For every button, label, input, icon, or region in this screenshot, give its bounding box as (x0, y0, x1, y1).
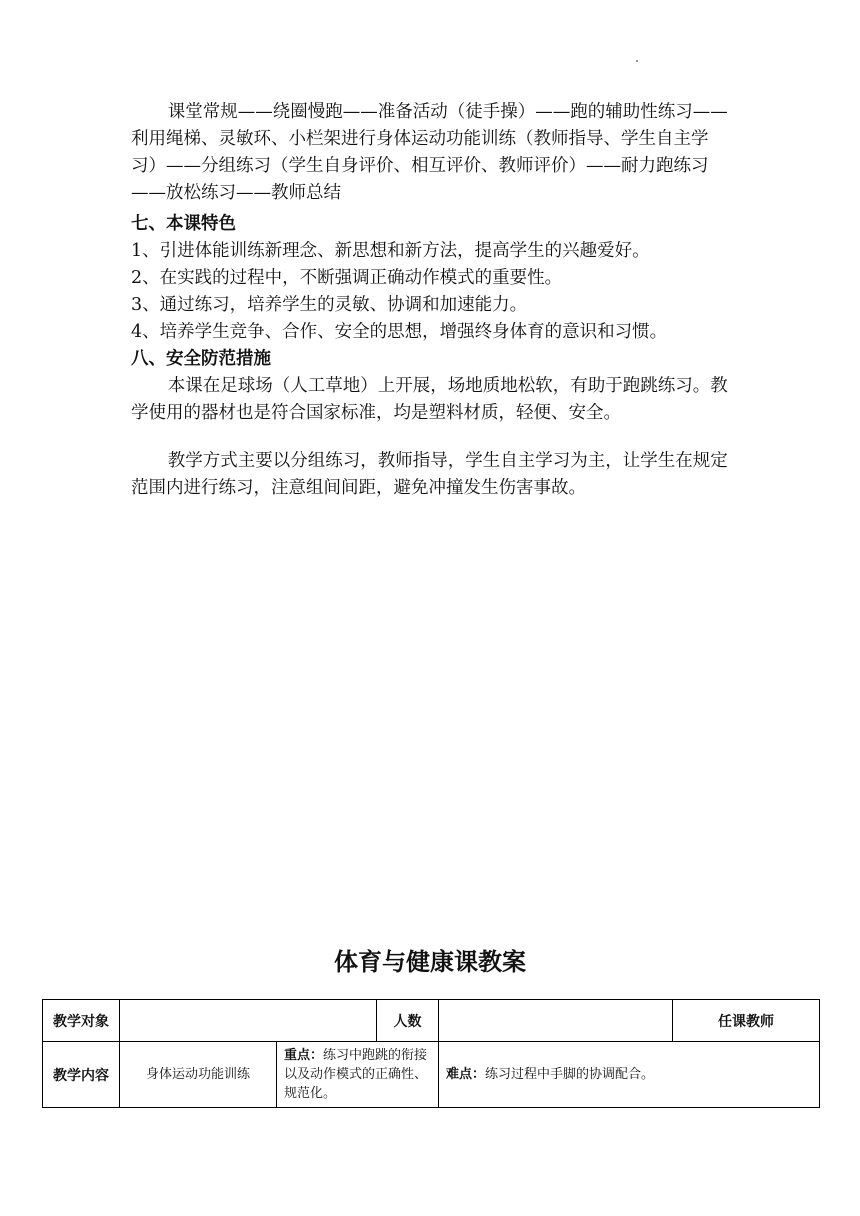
section-8-heading: 八、安全防范措施 (131, 349, 271, 369)
student-count-field (439, 1000, 673, 1042)
difficulty-label: 难点： (446, 1067, 486, 1082)
teaching-content-value: 身体运动功能训练 (120, 1042, 277, 1108)
student-count-label: 人数 (377, 1000, 439, 1042)
page-mark (636, 60, 638, 62)
difficulty-value: 练习过程中手脚的协调配合。 (485, 1067, 655, 1082)
safety-paragraph-2: 教学方式主要以分组练习，教师指导，学生自主学习为主，让学生在规定范围内进行练习，注意组间间距，避免冲撞发生伤害事故。 (131, 451, 728, 498)
lesson-plan-title: 体育与健康课教案 (334, 948, 526, 976)
section-7-item: 2、在实践的过程中，不断强调正确动作模式的重要性。 (131, 268, 563, 288)
flow-paragraph: 课堂常规——绕圈慢跑——准备活动（徒手操）——跑的辅助性练习——利用绳梯、灵敏环、小栏架进行身体运动功能训练（教师指导、学生自主学习）——分组练习（学生自身评价、相互评价、教师评价）——耐力跑练习——放松练习——教师总结 (131, 102, 728, 203)
lesson-plan-table (42, 999, 820, 1108)
key-point-value: 练习中跑跳的衔接以及动作模式的正确性、规范化。 (284, 1048, 428, 1101)
section-7-item: 3、通过练习，培养学生的灵敏、协调和加速能力。 (131, 295, 528, 315)
teaching-content-label: 教学内容 (43, 1042, 120, 1108)
teaching-target-label: 教学对象 (43, 1000, 120, 1042)
key-point-cell (277, 1042, 439, 1108)
key-point-label: 重点： (284, 1048, 324, 1063)
table-row (43, 1000, 820, 1042)
teaching-target-field (120, 1000, 377, 1042)
table-row (43, 1042, 820, 1108)
safety-paragraph-1: 本课在足球场（人工草地）上开展，场地质地松软，有助于跑跳练习。教学使用的器材也是符合国家标准，均是塑料材质，轻便、安全。 (131, 376, 728, 423)
section-7-item: 4、培养学生竞争、合作、安全的思想，增强终身体育的意识和习惯。 (131, 322, 668, 342)
teacher-label: 任课教师 (673, 1000, 820, 1042)
difficulty-cell (439, 1042, 820, 1108)
section-7-heading: 七、本课特色 (131, 214, 236, 234)
section-7-item: 1、引进体能训练新理念、新思想和新方法，提高学生的兴趣爱好。 (131, 241, 650, 261)
